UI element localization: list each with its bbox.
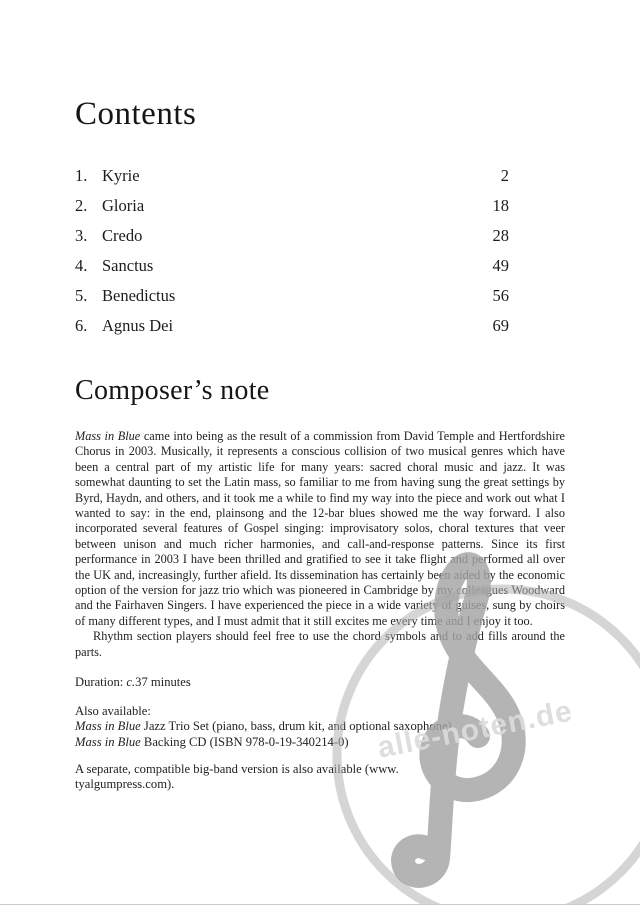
available-item-2-text: Backing CD (ISBN 978-0-19-340214-0) bbox=[140, 734, 349, 749]
toc-title: Kyrie bbox=[102, 166, 140, 185]
available-item-1-text: Jazz Trio Set (piano, bass, drum kit, and optional saxophone) bbox=[140, 719, 452, 734]
toc-page-number: 49 bbox=[492, 256, 509, 275]
watermark-text: alle-noten.de bbox=[374, 694, 576, 765]
also-available-block bbox=[75, 704, 565, 750]
available-item-1 bbox=[75, 719, 565, 734]
toc-title: Credo bbox=[102, 226, 143, 245]
toc-title: Agnus Dei bbox=[102, 316, 174, 335]
note-paragraph-2: Rhythm section players should feel free to use the chord symbols and to add fills around the parts. bbox=[75, 629, 565, 659]
toc-page-number: 69 bbox=[492, 316, 509, 335]
toc-number: 3. bbox=[75, 226, 88, 245]
work-title-italic: Mass in Blue bbox=[75, 719, 141, 734]
toc-number: 5. bbox=[75, 286, 88, 305]
toc-title: Benedictus bbox=[102, 286, 176, 305]
composer-note-heading: Composer’s note bbox=[75, 375, 270, 406]
duration-label: Duration: bbox=[75, 675, 127, 689]
toc-page-number: 28 bbox=[492, 226, 509, 245]
composer-note-body bbox=[75, 429, 565, 660]
circa-italic: c. bbox=[126, 675, 136, 689]
toc-row bbox=[75, 166, 509, 196]
toc-page-number: 18 bbox=[492, 196, 509, 215]
toc-row bbox=[75, 226, 509, 256]
toc-page-number: 2 bbox=[500, 166, 509, 185]
contents-heading: Contents bbox=[75, 96, 197, 132]
toc-title: Sanctus bbox=[102, 256, 154, 275]
toc-row bbox=[75, 316, 509, 346]
publication-details bbox=[75, 675, 565, 792]
available-item-2 bbox=[75, 735, 565, 750]
toc-number: 4. bbox=[75, 256, 88, 275]
also-available-heading: Also available: bbox=[75, 704, 151, 719]
toc-number: 1. bbox=[75, 166, 88, 185]
toc-row bbox=[75, 286, 509, 316]
bigband-line-2: tyalgumpress.com). bbox=[75, 777, 175, 792]
note-paragraph-1-text: came into being as the result of a commission from David Temple and Hertfordshire Chorus in 2003. Musically, it represents a conscious collision of two musical genres which have been a central part of my artistic life for many years: sacred choral music and jazz. It was somewhat daunting to set the Latin mass, so familiar to me from having sung the great settings by Byrd, Haydn, and others, and it took me a while to find my way into the piece and work out what I wanted to say: in the end, plainsong and the 12-bar blues showed me the way forward. I also incorporated several features of Gospel singing: improvisatory solos, choral textures that veer between unison and much richer harmonies, and call-and-response patterns. Since its first performance in 2003 I have been thrilled and gratified to see it take flight and performed all over the UK and, increasingly, further afield. Its dissemination has certainly been aided by the economic option of the version for jazz trio which was pioneered in Cambridge by my colleagues Woodward and the Fairhaven Singers. I have experienced the piece in a wide variety of guises, sung by choirs of many different types, and I must admit that it still excites me every time and I enjoy it too. bbox=[75, 429, 566, 628]
work-title-italic: Mass in Blue bbox=[75, 734, 141, 749]
page-content bbox=[75, 0, 565, 905]
duration-line bbox=[75, 675, 565, 690]
toc-row bbox=[75, 256, 509, 286]
toc-number: 6. bbox=[75, 316, 88, 335]
toc-row bbox=[75, 196, 509, 226]
bigband-note bbox=[75, 762, 565, 792]
bigband-line-1: A separate, compatible big-band version is also available (www. bbox=[75, 761, 399, 776]
work-title-italic: Mass in Blue bbox=[75, 429, 141, 443]
table-of-contents bbox=[75, 166, 509, 346]
toc-title: Gloria bbox=[102, 196, 145, 215]
toc-number: 2. bbox=[75, 196, 88, 215]
toc-page-number: 56 bbox=[492, 286, 509, 305]
note-paragraph-1 bbox=[75, 429, 565, 629]
duration-value: 37 minutes bbox=[135, 675, 191, 689]
